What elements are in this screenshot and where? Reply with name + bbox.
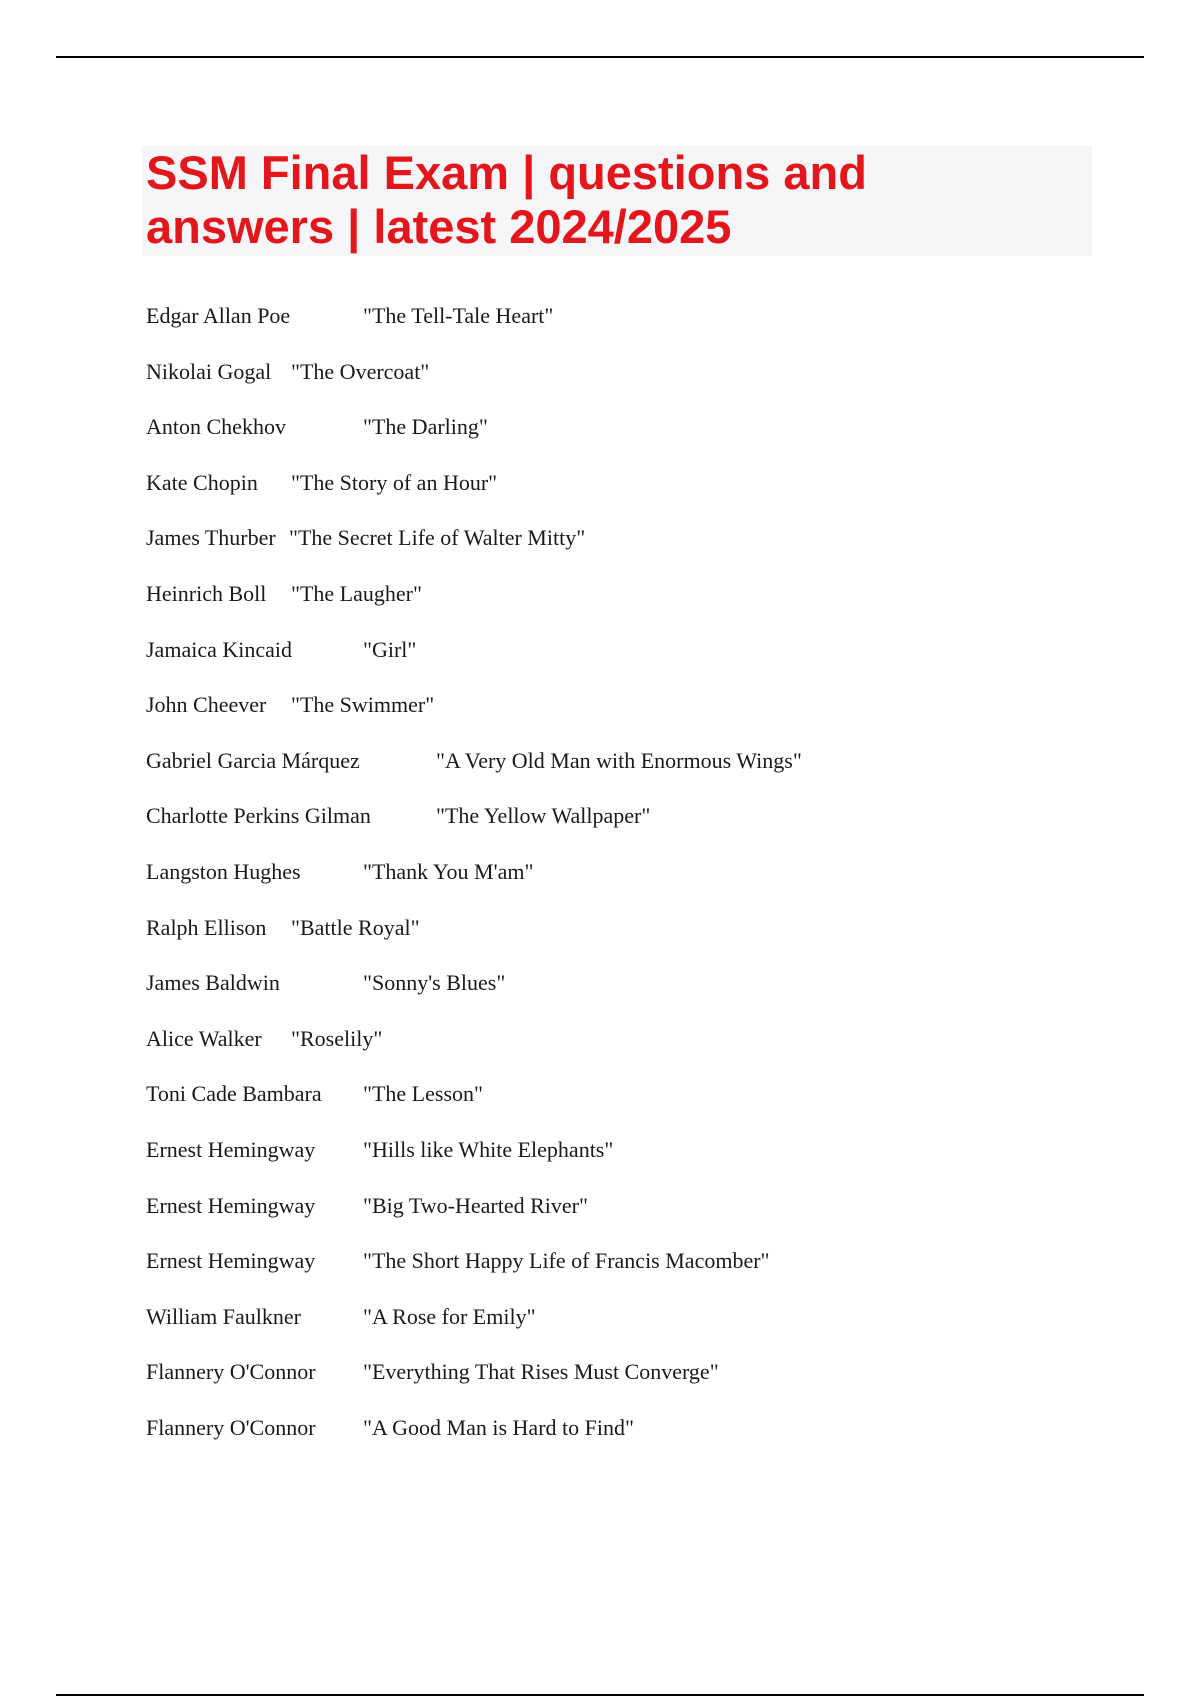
work-title: "Girl" — [363, 637, 417, 662]
list-item — [146, 352, 1146, 392]
work-title: "The Short Happy Life of Francis Macomber" — [363, 1248, 770, 1273]
list-item — [146, 1019, 1146, 1059]
list-item — [146, 963, 1146, 1003]
work-title: "Thank You M'am" — [363, 859, 534, 884]
author-name: William Faulkner — [146, 1304, 301, 1329]
work-title: "The Darling" — [363, 414, 488, 439]
work-title: "Big Two-Hearted River" — [363, 1193, 588, 1218]
list-item — [146, 1130, 1146, 1170]
work-title: "A Good Man is Hard to Find" — [363, 1415, 634, 1440]
list-item — [146, 463, 1146, 503]
author-name: Ernest Hemingway — [146, 1193, 316, 1218]
work-title: "Hills like White Elephants" — [363, 1137, 614, 1162]
work-title: "The Yellow Wallpaper" — [436, 803, 651, 828]
list-item — [146, 796, 1146, 836]
list-item — [146, 1352, 1146, 1392]
author-name: Ernest Hemingway — [146, 1248, 316, 1273]
document-title — [146, 146, 1088, 254]
work-title: "The Lesson" — [363, 1081, 483, 1106]
author-name: Edgar Allan Poe — [146, 303, 291, 328]
work-title: "Everything That Rises Must Converge" — [363, 1359, 719, 1384]
work-title: "The Laugher" — [291, 581, 422, 606]
author-name: Langston Hughes — [146, 859, 301, 884]
author-name: James Thurber — [146, 525, 276, 550]
list-item — [146, 685, 1146, 725]
title-line-1: SSM Final Exam | questions and — [146, 146, 867, 199]
title-line-2: answers | latest 2024/2025 — [146, 200, 732, 253]
work-title: "Battle Royal" — [291, 915, 420, 940]
list-item — [146, 1408, 1146, 1448]
work-title: "Roselily" — [291, 1026, 383, 1051]
author-name: Jamaica Kincaid — [146, 637, 292, 662]
work-title: "The Swimmer" — [291, 692, 435, 717]
list-item — [146, 1297, 1146, 1337]
work-title: "The Story of an Hour" — [291, 470, 498, 495]
author-name: John Cheever — [146, 692, 267, 717]
work-title: "The Overcoat" — [291, 359, 430, 384]
list-item — [146, 908, 1146, 948]
list-item — [146, 296, 1146, 336]
author-name: Toni Cade Bambara — [146, 1081, 322, 1106]
list-item — [146, 1074, 1146, 1114]
title-banner — [142, 146, 1092, 256]
author-name: Heinrich Boll — [146, 581, 267, 606]
work-title: "Sonny's Blues" — [363, 970, 506, 995]
author-name: Flannery O'Connor — [146, 1359, 316, 1384]
work-title: "The Secret Life of Walter Mitty" — [289, 525, 586, 550]
author-name: Charlotte Perkins Gilman — [146, 803, 371, 828]
list-item — [146, 630, 1146, 670]
page-top-rule — [56, 56, 1144, 58]
author-name: James Baldwin — [146, 970, 280, 995]
author-name: Gabriel Garcia Márquez — [146, 748, 360, 773]
author-name: Flannery O'Connor — [146, 1415, 316, 1440]
author-name: Kate Chopin — [146, 470, 258, 495]
author-name: Alice Walker — [146, 1026, 262, 1051]
list-item — [146, 518, 1146, 558]
author-name: Nikolai Gogal — [146, 359, 272, 384]
work-title: "A Rose for Emily" — [363, 1304, 536, 1329]
list-item — [146, 741, 1146, 781]
page-bottom-rule — [56, 1694, 1144, 1696]
list-item — [146, 852, 1146, 892]
author-name: Ralph Ellison — [146, 915, 267, 940]
list-item — [146, 1186, 1146, 1226]
list-item — [146, 574, 1146, 614]
list-item — [146, 1241, 1146, 1281]
author-name: Anton Chekhov — [146, 414, 286, 439]
work-title: "A Very Old Man with Enormous Wings" — [436, 748, 802, 773]
author-name: Ernest Hemingway — [146, 1137, 316, 1162]
work-title: "The Tell-Tale Heart" — [363, 303, 554, 328]
list-item — [146, 407, 1146, 447]
